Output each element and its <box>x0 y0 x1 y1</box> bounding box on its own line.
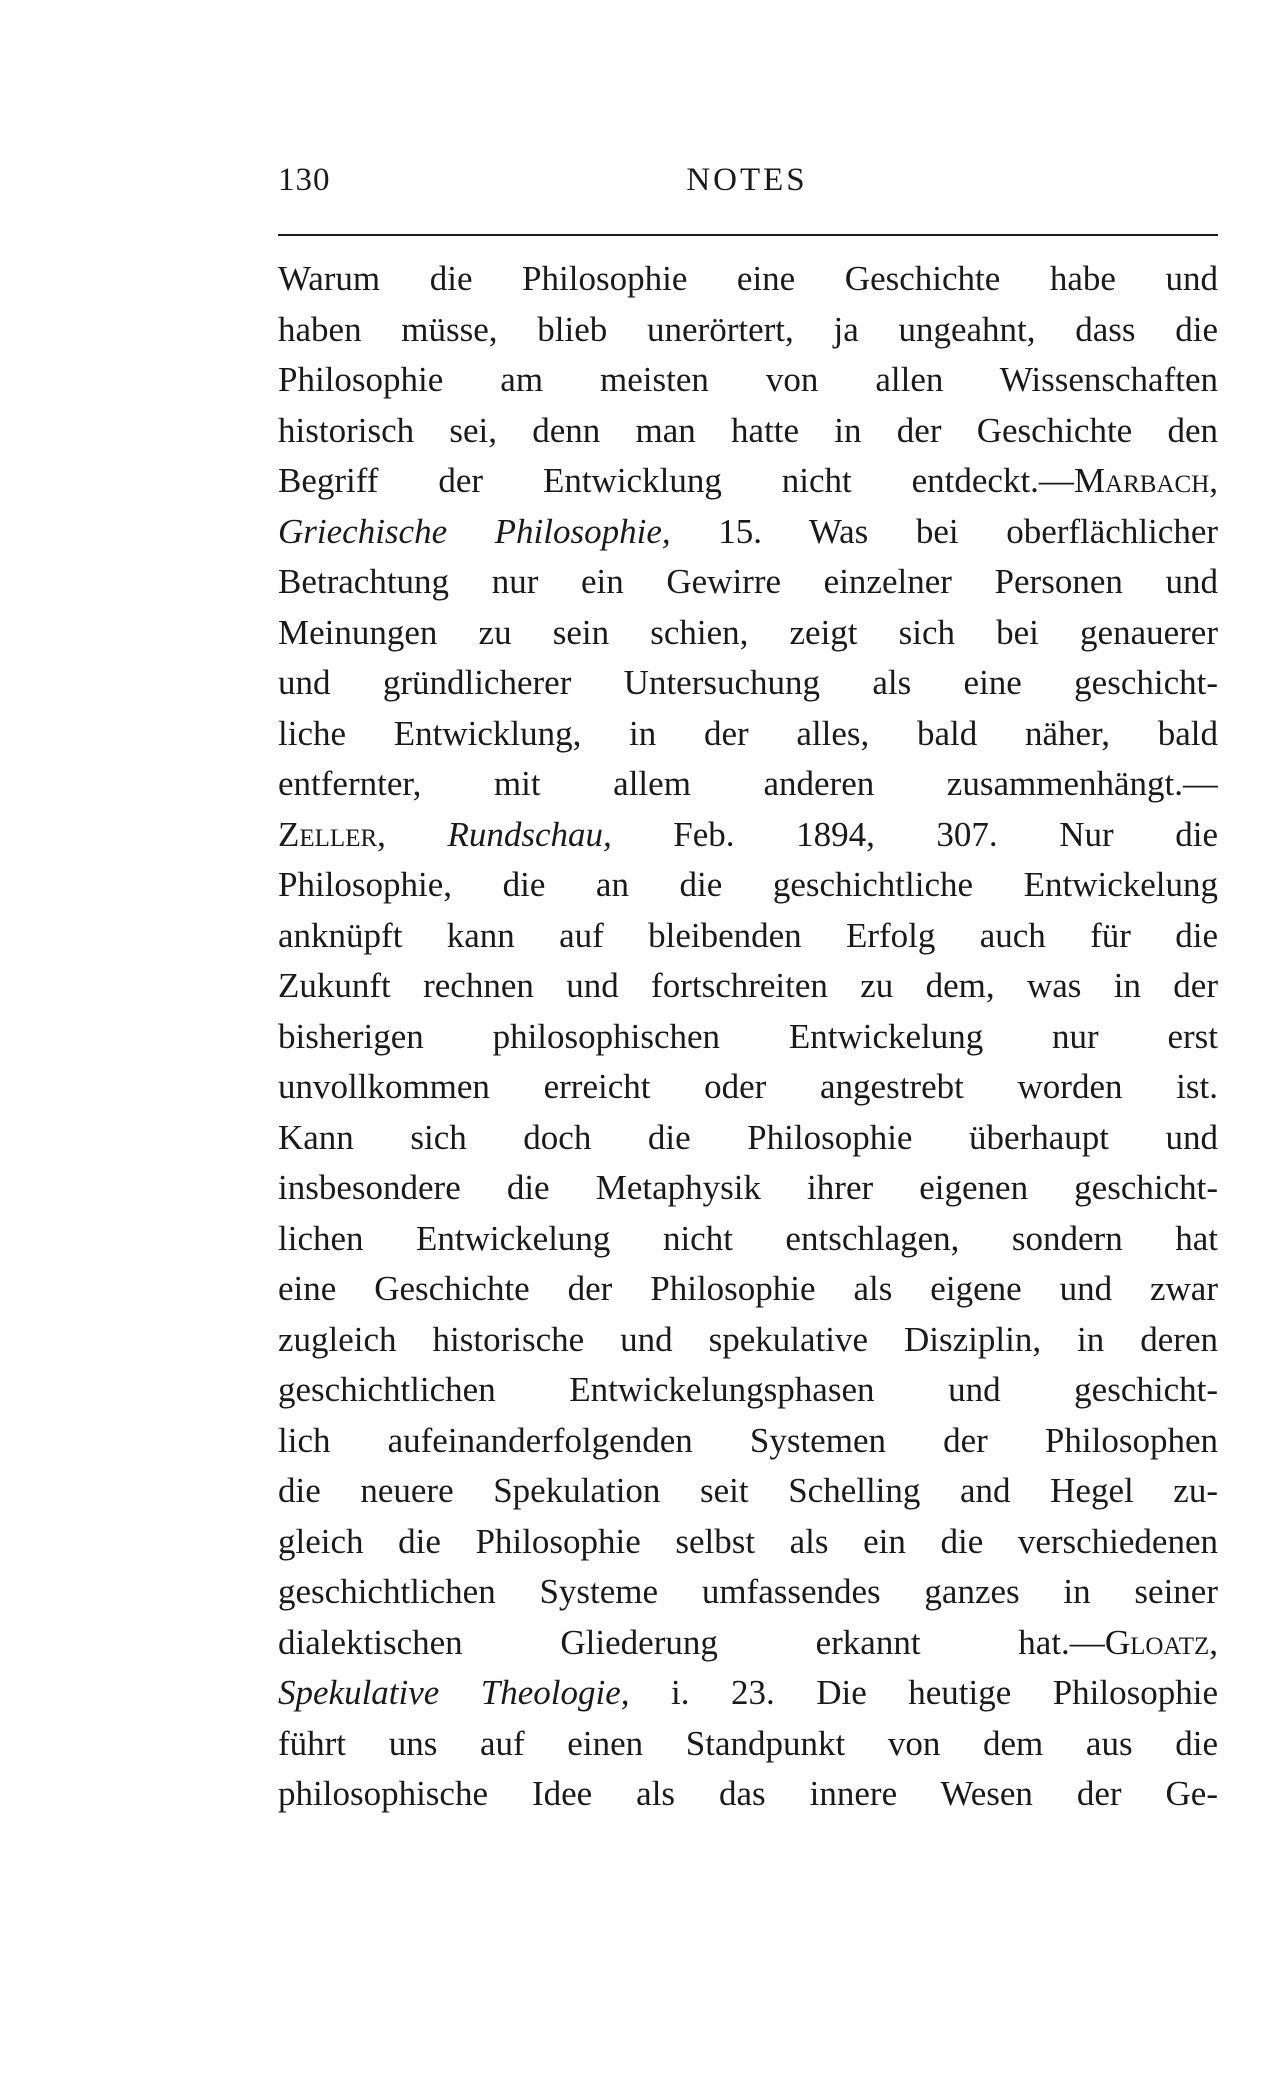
text-run: Begriff der Entwicklung nicht entdeckt.— <box>278 461 1074 500</box>
work-title: Spekulative Theologie, <box>278 1673 630 1712</box>
text-run: insbesondere die Metaphysik ihrer eigenen geschicht- <box>278 1168 1218 1207</box>
text-line <box>278 1517 1218 1568</box>
text-run <box>386 815 448 854</box>
text-line <box>278 1163 1218 1214</box>
text-run: Philosophie, die an die geschichtliche Entwickelung <box>278 865 1218 904</box>
text-line <box>278 305 1218 356</box>
text-line <box>278 608 1218 659</box>
text-run: i. 23. Die heutige Philosophie <box>629 1673 1218 1712</box>
text-line <box>278 860 1218 911</box>
text-run: lich aufeinanderfolgenden Systemen der Philosophen <box>278 1420 1218 1460</box>
running-head: NOTES <box>686 162 808 198</box>
page-number: 130 <box>278 162 331 198</box>
text-line <box>278 1012 1218 1063</box>
text-run: entfernter, mit allem anderen zusammenhängt.— <box>278 764 1218 803</box>
text-line <box>278 1618 1218 1669</box>
text-line <box>278 1113 1218 1164</box>
text-line <box>278 1416 1218 1467</box>
text-line <box>278 1264 1218 1315</box>
text-run: Feb. 1894, 307. Nur die <box>611 814 1218 854</box>
text-run: Philosophie am meisten von allen Wissenschaften <box>278 360 1218 399</box>
text-run: zugleich historische und spekulative Disziplin, in deren <box>278 1319 1218 1359</box>
author-name: Gloatz, <box>1104 1622 1218 1662</box>
text-run: bisherigen philosophischen Entwickelung nur erst <box>278 1016 1218 1056</box>
text-line <box>278 1769 1218 1820</box>
text-run: Zukunft rechnen und fortschreiten zu dem, was in der <box>278 966 1218 1005</box>
text-run: eine Geschichte der Philosophie als eigene und zwar <box>278 1269 1218 1308</box>
text-run: 15. Was bei oberflächlicher <box>670 511 1218 551</box>
text-run: gleich die Philosophie selbst als ein die verschiedenen <box>278 1521 1218 1561</box>
text-line <box>278 911 1218 962</box>
text-run: haben müsse, blieb unerörtert, ja ungeahnt, dass die <box>278 309 1218 349</box>
work-title: Griechische Philosophie, <box>278 511 671 551</box>
text-run: anknüpft kann auf bleibenden Erfolg auch für die <box>278 915 1218 955</box>
text-line <box>278 355 1218 406</box>
text-line <box>278 810 1218 861</box>
text-line <box>278 961 1218 1012</box>
text-line <box>278 1315 1218 1366</box>
text-line <box>278 1668 1218 1719</box>
text-run: führt uns auf einen Standpunkt von dem aus die <box>278 1723 1218 1763</box>
text-line <box>278 557 1218 608</box>
text-run: philosophische Idee als das innere Wesen der Ge- <box>278 1774 1218 1813</box>
text-run: Kann sich doch die Philosophie überhaupt und <box>278 1117 1218 1157</box>
text-line <box>278 1466 1218 1517</box>
text-run: historisch sei, denn man hatte in der Geschichte den <box>278 410 1218 450</box>
work-title: Rundschau, <box>447 814 612 854</box>
header-rule <box>278 234 1218 236</box>
text-line <box>278 1365 1218 1416</box>
text-line <box>278 254 1218 305</box>
text-run: unvollkommen erreicht oder angestrebt worden ist. <box>278 1067 1218 1106</box>
text-line <box>278 1062 1218 1113</box>
author-name: Marbach, <box>1073 461 1218 500</box>
text-run: Betrachtung nur ein Gewirre einzelner Personen und <box>278 562 1218 601</box>
text-line <box>278 1567 1218 1618</box>
text-line <box>278 507 1218 558</box>
text-line <box>278 1719 1218 1770</box>
text-line <box>278 709 1218 760</box>
text-run: liche Entwicklung, in der alles, bald näher, bald <box>278 713 1218 753</box>
text-run: die neuere Spekulation seit Schelling and Hegel zu- <box>278 1471 1218 1510</box>
text-line <box>278 658 1218 709</box>
text-run: Warum die Philosophie eine Geschichte habe und <box>278 259 1218 298</box>
notes-body <box>278 254 1218 1820</box>
text-run: Meinungen zu sein schien, zeigt sich bei genauerer <box>278 612 1218 652</box>
text-run: dialektischen Gliederung erkannt hat.— <box>278 1622 1105 1662</box>
author-name: Zeller, <box>278 814 386 854</box>
page-header <box>278 162 1216 208</box>
text-line <box>278 1214 1218 1265</box>
text-run: und gründlicherer Untersuchung als eine geschicht- <box>278 663 1218 702</box>
text-run: geschichtlichen Entwickelungsphasen und geschicht- <box>278 1370 1218 1409</box>
text-line <box>278 456 1218 507</box>
text-line <box>278 759 1218 810</box>
text-run: geschichtlichen Systeme umfassendes ganzes in seiner <box>278 1572 1218 1611</box>
text-run: lichen Entwickelung nicht entschlagen, sondern hat <box>278 1218 1218 1258</box>
text-line <box>278 406 1218 457</box>
